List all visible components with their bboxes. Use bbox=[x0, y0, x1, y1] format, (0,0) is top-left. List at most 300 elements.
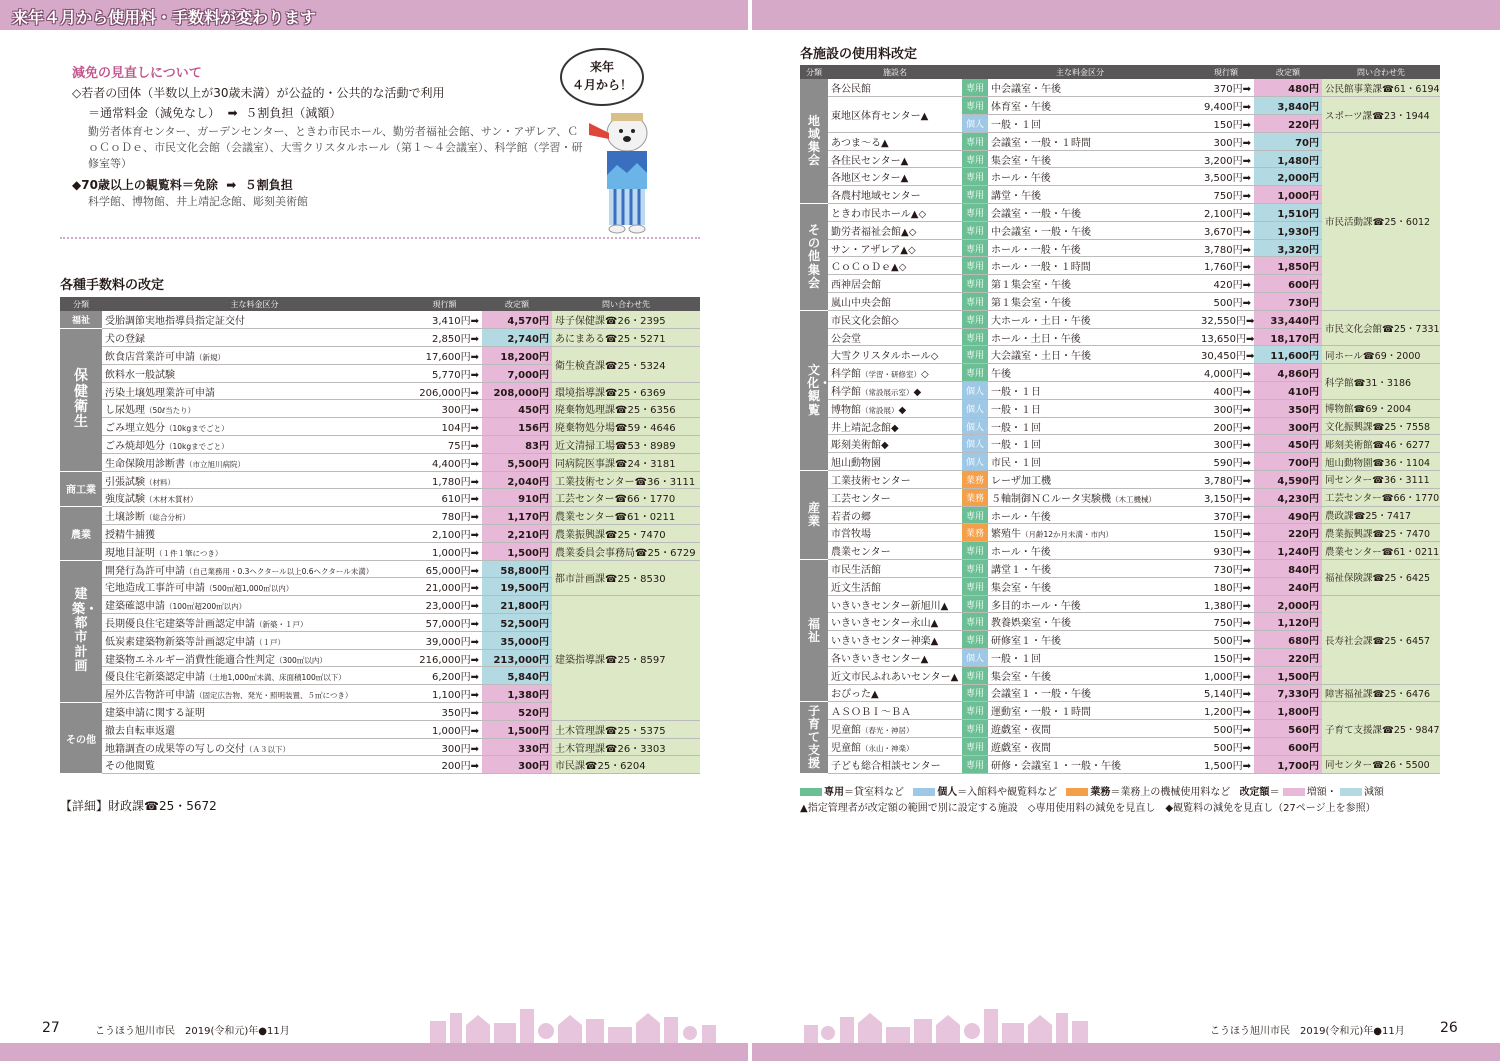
arrow-right-icon: ➡ bbox=[470, 707, 479, 719]
contact-cell: 建築指導課☎25・8597 bbox=[552, 596, 700, 721]
facility-name: 市営牧場 bbox=[831, 529, 871, 541]
facility-cell bbox=[828, 631, 962, 649]
facility-cell bbox=[828, 666, 962, 684]
facility-cell bbox=[828, 364, 962, 382]
header-bar-right bbox=[752, 0, 1500, 30]
table-row bbox=[800, 488, 1440, 506]
current-fee: 150円 bbox=[1213, 653, 1243, 665]
arrow-right-icon: ➡ bbox=[470, 565, 479, 577]
legend-down-swatch bbox=[1340, 788, 1362, 796]
facility-name: 井上靖記念館◆ bbox=[831, 422, 899, 434]
reduction-item1-facilities: 勤労者体育センター、ガーデンセンター、ときわ市民ホール、勤労者福祉会館、サン・アザレア、ＣｏＣｏＤｅ、市民文化会館（会議室）、大雪クリスタルホール（第１〜４会議室）、科学館（学習・研修室等） bbox=[88, 125, 583, 170]
current-fee-cell bbox=[407, 436, 482, 454]
facility-name: 児童館 bbox=[831, 725, 861, 737]
current-fee-cell bbox=[1198, 542, 1254, 560]
usage-type-badge: 専用 bbox=[962, 204, 988, 222]
fee-note: （１戸） bbox=[255, 637, 285, 647]
category-cell: 建築・都市計画 bbox=[60, 560, 102, 702]
current-fee: 3,410円 bbox=[431, 316, 471, 328]
table-row bbox=[800, 755, 1440, 773]
fee-category: 第１集会室・午後 bbox=[991, 280, 1071, 292]
fee-category: 集会室・午後 bbox=[991, 671, 1051, 683]
facility-cell bbox=[828, 275, 962, 293]
pub-info-left: こうほう旭川市民 2019(令和元)年●11月 bbox=[95, 1026, 290, 1037]
fee-category-cell bbox=[988, 524, 1198, 542]
category-cell: 子育て支援 bbox=[800, 702, 828, 773]
current-fee: 500円 bbox=[1213, 742, 1243, 754]
new-fee-cell: 2,210円 bbox=[482, 525, 552, 543]
fee-name: し尿処理 bbox=[105, 405, 145, 417]
facility-cell bbox=[828, 560, 962, 578]
table-row bbox=[800, 453, 1440, 471]
legend-up-swatch bbox=[1283, 788, 1305, 796]
new-fee-cell: 410円 bbox=[1254, 382, 1322, 400]
fee-category-note: （木工機械） bbox=[1111, 494, 1156, 504]
current-fee-cell bbox=[407, 364, 482, 382]
facility-cell bbox=[828, 79, 962, 97]
current-fee: 300円 bbox=[441, 743, 471, 755]
fee-category-cell bbox=[988, 115, 1198, 133]
current-fee-cell bbox=[1198, 417, 1254, 435]
fee-name-cell bbox=[102, 311, 407, 329]
arrow-right-icon: ➡ bbox=[1242, 653, 1251, 665]
legend-up: 増額 bbox=[1306, 787, 1327, 798]
facility-cell bbox=[828, 577, 962, 595]
fee-name: 犬の登録 bbox=[105, 334, 145, 346]
current-fee: 17,600円 bbox=[425, 351, 471, 363]
fee-note: （材料） bbox=[145, 477, 175, 487]
facility-name: ＣｏＣｏＤｅ▲◇ bbox=[831, 262, 907, 274]
arrow-right-icon: ➡ bbox=[470, 316, 479, 328]
arrow-right-icon: ➡ bbox=[1242, 155, 1251, 167]
current-fee-cell bbox=[1198, 631, 1254, 649]
new-fee-cell: 2,000円 bbox=[1254, 595, 1322, 613]
table-row bbox=[800, 399, 1440, 417]
fee-category-cell bbox=[988, 186, 1198, 204]
facility-cell bbox=[828, 595, 962, 613]
arrow-right-icon: ➡ bbox=[1242, 671, 1251, 683]
fee-note: （100㎡超200㎡以内） bbox=[165, 602, 247, 612]
table-header-row bbox=[60, 297, 700, 311]
facility-note: （春光・神居） bbox=[861, 726, 914, 736]
current-fee: 2,100円 bbox=[431, 529, 471, 541]
table-row bbox=[60, 507, 700, 525]
header-cell: 改定額 bbox=[482, 297, 552, 311]
fee-category: 市民・１回 bbox=[991, 458, 1041, 470]
fee-note: （木材木質材） bbox=[145, 495, 198, 505]
fee-name: 生命保険用診断書 bbox=[105, 458, 185, 470]
contact-cell: 農政課☎25・7417 bbox=[1322, 506, 1440, 524]
current-fee-cell bbox=[1198, 221, 1254, 239]
arrow-right-icon: ➡ bbox=[470, 690, 479, 702]
table-row bbox=[60, 382, 700, 400]
fee-name-cell bbox=[102, 507, 407, 525]
current-fee: 300円 bbox=[1213, 137, 1243, 149]
arrow-right-icon: ➡ bbox=[1242, 404, 1251, 416]
contact-cell: 土木管理課☎25・5375 bbox=[552, 720, 700, 738]
page-number-right: 26 bbox=[1440, 1020, 1458, 1036]
current-fee-cell bbox=[1198, 382, 1254, 400]
facility-note: （常設展） bbox=[861, 405, 899, 415]
arrow-right-icon: ➡ bbox=[470, 636, 479, 648]
fee-note: （土地1,000㎡未満、床面積100㎡以下） bbox=[205, 673, 346, 683]
arrow-right-icon: ➡ bbox=[1242, 707, 1251, 719]
current-fee-cell bbox=[1198, 453, 1254, 471]
fee-category: 中会議室・午後 bbox=[991, 84, 1061, 96]
arrow-right-icon: ➡ bbox=[1242, 760, 1251, 772]
new-fee-cell: 1,500円 bbox=[482, 720, 552, 738]
contact-cell: 同センター☎36・3111 bbox=[1322, 471, 1440, 489]
fee-category: 第１集会室・午後 bbox=[991, 297, 1071, 309]
fee-category-cell bbox=[988, 560, 1198, 578]
contact-cell: 衛生検査課☎25・5324 bbox=[552, 347, 700, 383]
new-fee-cell: 1,170円 bbox=[482, 507, 552, 525]
facility-name: おぴった▲ bbox=[831, 689, 879, 701]
new-fee-cell: 300円 bbox=[482, 756, 552, 774]
facility-note: （常設展示室） bbox=[861, 387, 914, 397]
arrow-right-icon: ➡ bbox=[1242, 137, 1251, 149]
current-fee: 500円 bbox=[1213, 725, 1243, 737]
arrow-right-icon: ➡ bbox=[1242, 173, 1251, 185]
facility-name: 各住民センター▲ bbox=[831, 155, 909, 167]
item2-text: ◆70歳以上の観覧料＝免除 bbox=[72, 178, 218, 192]
facility-note: （学習・研修室） bbox=[861, 370, 921, 380]
fee-note: （300㎡以内） bbox=[275, 655, 327, 665]
usage-type-badge: 個人 bbox=[962, 453, 988, 471]
fee-category: ホール・一般・午後 bbox=[991, 244, 1081, 256]
current-fee: 32,550円 bbox=[1201, 315, 1246, 327]
facility-cell bbox=[828, 684, 962, 702]
facility-mark: ◆ bbox=[913, 386, 922, 398]
current-fee-cell bbox=[1198, 257, 1254, 275]
table-row bbox=[60, 756, 700, 774]
fee-category-cell bbox=[988, 755, 1198, 773]
table-row bbox=[800, 435, 1440, 453]
footer-bar-left bbox=[0, 1043, 748, 1061]
fee-category-cell bbox=[988, 453, 1198, 471]
fee-name: ごみ埋立処分 bbox=[105, 423, 165, 435]
facility-name: 彫刻美術館◆ bbox=[831, 440, 889, 452]
new-fee-cell: 560円 bbox=[1254, 720, 1322, 738]
table-row bbox=[60, 596, 700, 614]
fee-category: 多目的ホール・午後 bbox=[991, 600, 1081, 612]
current-fee-cell bbox=[1198, 186, 1254, 204]
table-row bbox=[60, 471, 700, 489]
new-fee-cell: 7,330円 bbox=[1254, 684, 1322, 702]
new-fee-cell: 1,930円 bbox=[1254, 221, 1322, 239]
current-fee-cell bbox=[1198, 435, 1254, 453]
new-fee-cell: 21,800円 bbox=[482, 596, 552, 614]
current-fee-cell bbox=[1198, 560, 1254, 578]
current-fee-cell bbox=[407, 578, 482, 596]
new-fee-cell: 1,800円 bbox=[1254, 702, 1322, 720]
fee-category: ホール・午後 bbox=[991, 547, 1051, 559]
contact-cell: 子育て支援課☎25・9847 bbox=[1322, 702, 1440, 755]
current-fee: 400円 bbox=[1213, 386, 1243, 398]
new-fee-cell: 1,000円 bbox=[1254, 186, 1322, 204]
fee-name: 飲食店営業許可申請 bbox=[105, 351, 195, 363]
fee-category: 会議室・一般・午後 bbox=[991, 208, 1081, 220]
current-fee-cell bbox=[407, 703, 482, 721]
current-fee: 21,000円 bbox=[425, 583, 471, 595]
facility-mark: ◆ bbox=[898, 404, 907, 416]
table-row bbox=[800, 524, 1440, 542]
new-fee-cell: 730円 bbox=[1254, 293, 1322, 311]
usage-type-badge: 個人 bbox=[962, 115, 988, 133]
new-fee-cell: 3,840円 bbox=[1254, 97, 1322, 115]
current-fee: 500円 bbox=[1213, 297, 1243, 309]
bubble-line1: 来年 bbox=[589, 60, 614, 74]
facility-cell bbox=[828, 132, 962, 150]
current-fee-cell bbox=[1198, 649, 1254, 667]
current-fee-cell bbox=[407, 453, 482, 471]
legend-gyomu-swatch bbox=[1066, 788, 1088, 796]
arrow-right-icon: ➡ bbox=[1242, 119, 1251, 131]
current-fee: 39,000円 bbox=[425, 636, 471, 648]
fee-name: 優良住宅新築認定申請 bbox=[105, 672, 205, 684]
fee-name: 撤去自転車返還 bbox=[105, 725, 175, 737]
arrow-right-icon: ➡ bbox=[1242, 511, 1251, 523]
facility-cell bbox=[828, 613, 962, 631]
facility-cell bbox=[828, 737, 962, 755]
usage-type-badge: 業務 bbox=[962, 524, 988, 542]
fee-category-cell bbox=[988, 613, 1198, 631]
current-fee-cell bbox=[1198, 293, 1254, 311]
new-fee-cell: 1,850円 bbox=[1254, 257, 1322, 275]
current-fee: 590円 bbox=[1213, 458, 1243, 470]
fee-category-cell bbox=[988, 310, 1198, 328]
current-fee: 2,850円 bbox=[431, 334, 471, 346]
detail-contact: 【詳細】財政課☎25・5672 bbox=[60, 799, 217, 813]
legend-kaitei-desc: ＝ bbox=[1269, 787, 1280, 798]
new-fee-cell: 4,230円 bbox=[1254, 488, 1322, 506]
new-fee-cell: 1,500円 bbox=[1254, 666, 1322, 684]
fee-category: 運動室・一般・１時間 bbox=[991, 707, 1091, 719]
usage-type-badge: 専用 bbox=[962, 577, 988, 595]
legend-senyo-swatch bbox=[800, 788, 822, 796]
new-fee-cell: 18,200円 bbox=[482, 347, 552, 365]
contact-cell: 同病院医事課☎24・3181 bbox=[552, 453, 700, 471]
current-fee: 1,000円 bbox=[431, 725, 471, 737]
new-fee-cell: 520円 bbox=[482, 703, 552, 721]
fee-name-cell bbox=[102, 667, 407, 685]
reduction-item1-result bbox=[88, 104, 341, 121]
arrow-right-icon: ➡ bbox=[470, 351, 479, 363]
footer-bar-right bbox=[752, 1043, 1500, 1061]
arrow-right-icon: ➡ bbox=[470, 529, 479, 541]
arrow-right-icon: ➡ bbox=[470, 423, 479, 435]
facility-name: 嵐山中央会館 bbox=[831, 297, 891, 309]
fee-name: 引張試験 bbox=[105, 476, 145, 488]
new-fee-cell: 220円 bbox=[1254, 115, 1322, 133]
new-fee-cell: 3,320円 bbox=[1254, 239, 1322, 257]
arrow-right-icon: ➡ bbox=[470, 654, 479, 666]
legend-kojin-desc: ＝入館料や観覧料など bbox=[957, 787, 1058, 798]
current-fee: 300円 bbox=[441, 405, 471, 417]
new-fee-cell: 52,500円 bbox=[482, 614, 552, 632]
arrow-right-icon: ➡ bbox=[1242, 582, 1251, 594]
contact-cell: スポーツ課☎23・1944 bbox=[1322, 97, 1440, 133]
header-cell: 問い合わせ先 bbox=[552, 297, 700, 311]
item1-change-text: ５割負担（減額） bbox=[245, 106, 342, 120]
facility-name: 市民文化会館◇ bbox=[831, 315, 899, 327]
fee-category-cell bbox=[988, 435, 1198, 453]
fee-category-cell bbox=[988, 257, 1198, 275]
contact-cell: 市民活動課☎25・6012 bbox=[1322, 132, 1440, 310]
fee-name: 宅地造成工事許可申請 bbox=[105, 583, 205, 595]
fee-category: 一般・１回 bbox=[991, 653, 1041, 665]
table-row bbox=[800, 560, 1440, 578]
facility-name: あつま〜る▲ bbox=[831, 137, 889, 149]
current-fee-cell bbox=[407, 542, 482, 560]
arrow-right-icon: ➡ bbox=[1242, 262, 1251, 274]
arrow-right-icon: ➡ bbox=[470, 387, 479, 399]
current-fee-cell bbox=[1198, 471, 1254, 489]
arrow-right-icon: ➡ bbox=[1242, 547, 1251, 559]
new-fee-cell: 208,000円 bbox=[482, 382, 552, 400]
fee-name-cell bbox=[102, 436, 407, 454]
contact-cell: 同ホール☎69・2000 bbox=[1322, 346, 1440, 364]
contact-cell: 土木管理課☎26・3303 bbox=[552, 738, 700, 756]
arrow-right-icon: ➡ bbox=[1242, 191, 1251, 203]
table-row bbox=[800, 506, 1440, 524]
facility-cell bbox=[828, 293, 962, 311]
current-fee: 65,000円 bbox=[425, 565, 471, 577]
fee-category: 会議室１・一般・午後 bbox=[991, 689, 1091, 701]
facility-cell bbox=[828, 471, 962, 489]
new-fee-cell: 19,500円 bbox=[482, 578, 552, 596]
header-bar-left bbox=[0, 0, 748, 30]
fee-name: 強度試験 bbox=[105, 494, 145, 506]
facility-name: ＡＳＯＢＩ〜ＢＡ bbox=[831, 707, 911, 719]
new-fee-cell: 700円 bbox=[1254, 453, 1322, 471]
fee-name-cell bbox=[102, 453, 407, 471]
new-fee-cell: 680円 bbox=[1254, 631, 1322, 649]
usage-type-badge: 専用 bbox=[962, 560, 988, 578]
contact-cell: 農業委員会事務局☎25・6729 bbox=[552, 542, 700, 560]
fee-name-cell bbox=[102, 703, 407, 721]
fee-category: ５軸制御ＮＣルータ実験機 bbox=[991, 493, 1111, 505]
contact-cell: 科学館☎31・3186 bbox=[1322, 364, 1440, 400]
usage-type-badge: 専用 bbox=[962, 310, 988, 328]
fee-name: 建築物エネルギー消費性能適合性判定 bbox=[105, 654, 275, 666]
current-fee: 9,400円 bbox=[1203, 102, 1243, 114]
fee-name-cell bbox=[102, 560, 407, 578]
current-fee-cell bbox=[1198, 577, 1254, 595]
fee-name: 長期優良住宅建築等計画認定申請 bbox=[105, 618, 255, 630]
fee-category-cell bbox=[988, 382, 1198, 400]
contact-cell: 母子保健課☎26・2395 bbox=[552, 311, 700, 329]
facility-cell bbox=[828, 186, 962, 204]
current-fee: 4,400円 bbox=[431, 458, 471, 470]
usage-type-badge: 専用 bbox=[962, 755, 988, 773]
facility-name: 東地区体育センター▲ bbox=[831, 111, 929, 123]
usage-type-badge: 個人 bbox=[962, 382, 988, 400]
arrow-right-icon: ➡ bbox=[470, 334, 479, 346]
table-row bbox=[800, 471, 1440, 489]
current-fee-cell bbox=[407, 382, 482, 400]
facility-cell bbox=[828, 328, 962, 346]
fee-category-cell bbox=[988, 239, 1198, 257]
current-fee: 500円 bbox=[1213, 636, 1243, 648]
facility-name: 勤労者福祉会館▲◇ bbox=[831, 226, 917, 238]
category-cell: 文化・観覧 bbox=[800, 310, 828, 470]
facility-cell bbox=[828, 239, 962, 257]
fee-category-cell bbox=[988, 79, 1198, 97]
facility-name: 大雪クリスタルホール◇ bbox=[831, 351, 939, 363]
facility-name: 若者の郷 bbox=[831, 511, 871, 523]
table-row bbox=[800, 684, 1440, 702]
header-cell: 問い合わせ先 bbox=[1322, 65, 1440, 79]
current-fee-cell bbox=[1198, 595, 1254, 613]
facility-cell bbox=[828, 150, 962, 168]
current-fee: 1,760円 bbox=[1203, 262, 1243, 274]
usage-type-badge: 専用 bbox=[962, 702, 988, 720]
current-fee: 730円 bbox=[1213, 564, 1243, 576]
facility-name: 子ども総合相談センター bbox=[831, 760, 941, 772]
fee-category: 講堂・午後 bbox=[991, 191, 1041, 203]
facility-note: （永山・神楽） bbox=[861, 743, 914, 753]
current-fee: 23,000円 bbox=[425, 601, 471, 613]
facility-cell bbox=[828, 382, 962, 400]
fee-category-cell bbox=[988, 595, 1198, 613]
current-fee-cell bbox=[1198, 488, 1254, 506]
fee-name-cell bbox=[102, 471, 407, 489]
fee-category: 大ホール・土日・午後 bbox=[991, 315, 1091, 327]
current-fee: 3,780円 bbox=[1203, 475, 1243, 487]
new-fee-cell: 156円 bbox=[482, 418, 552, 436]
fee-name: 屋外広告物許可申請 bbox=[105, 690, 195, 702]
new-fee-cell: 490円 bbox=[1254, 506, 1322, 524]
current-fee: 3,200円 bbox=[1203, 155, 1243, 167]
table-row bbox=[60, 400, 700, 418]
usage-type-badge: 専用 bbox=[962, 506, 988, 524]
facility-cell bbox=[828, 204, 962, 222]
current-fee-cell bbox=[1198, 97, 1254, 115]
usage-type-badge: 専用 bbox=[962, 613, 988, 631]
fee-name: 地籍調査の成果等の写しの交付 bbox=[105, 743, 245, 755]
new-fee-cell: 1,240円 bbox=[1254, 542, 1322, 560]
current-fee: 1,200円 bbox=[1203, 707, 1243, 719]
fee-name: 低炭素建築物新築等計画認定申請 bbox=[105, 636, 255, 648]
table-row bbox=[800, 79, 1440, 97]
table-row bbox=[800, 97, 1440, 115]
arrow-right-icon: ➡ bbox=[1242, 84, 1251, 96]
new-fee-cell: 220円 bbox=[1254, 649, 1322, 667]
arrow-right-icon: ➡ bbox=[1242, 493, 1251, 505]
arrow-right-icon: ➡ bbox=[1242, 458, 1251, 470]
contact-cell: 長寿社会課☎25・6457 bbox=[1322, 595, 1440, 684]
fee-category-cell bbox=[988, 542, 1198, 560]
table-row bbox=[60, 720, 700, 738]
legend-kojin: 個人 bbox=[937, 787, 958, 798]
facility-name: 農業センター bbox=[831, 547, 891, 559]
page-title: 来年４月から使用料・手数料が変わります bbox=[12, 8, 317, 27]
usage-type-badge: 専用 bbox=[962, 150, 988, 168]
fee-name: 飲料水一般試験 bbox=[105, 369, 175, 381]
current-fee-cell bbox=[407, 400, 482, 418]
current-fee: 1,100円 bbox=[431, 690, 471, 702]
usage-type-badge: 専用 bbox=[962, 132, 988, 150]
current-fee-cell bbox=[1198, 737, 1254, 755]
new-fee-cell: 600円 bbox=[1254, 737, 1322, 755]
facility-name: 各いきいきセンター▲ bbox=[831, 653, 929, 665]
current-fee: 1,000円 bbox=[431, 547, 471, 559]
legend-kojin-swatch bbox=[913, 788, 935, 796]
new-fee-cell: 1,480円 bbox=[1254, 150, 1322, 168]
fee-category-cell bbox=[988, 346, 1198, 364]
table-row bbox=[60, 525, 700, 543]
